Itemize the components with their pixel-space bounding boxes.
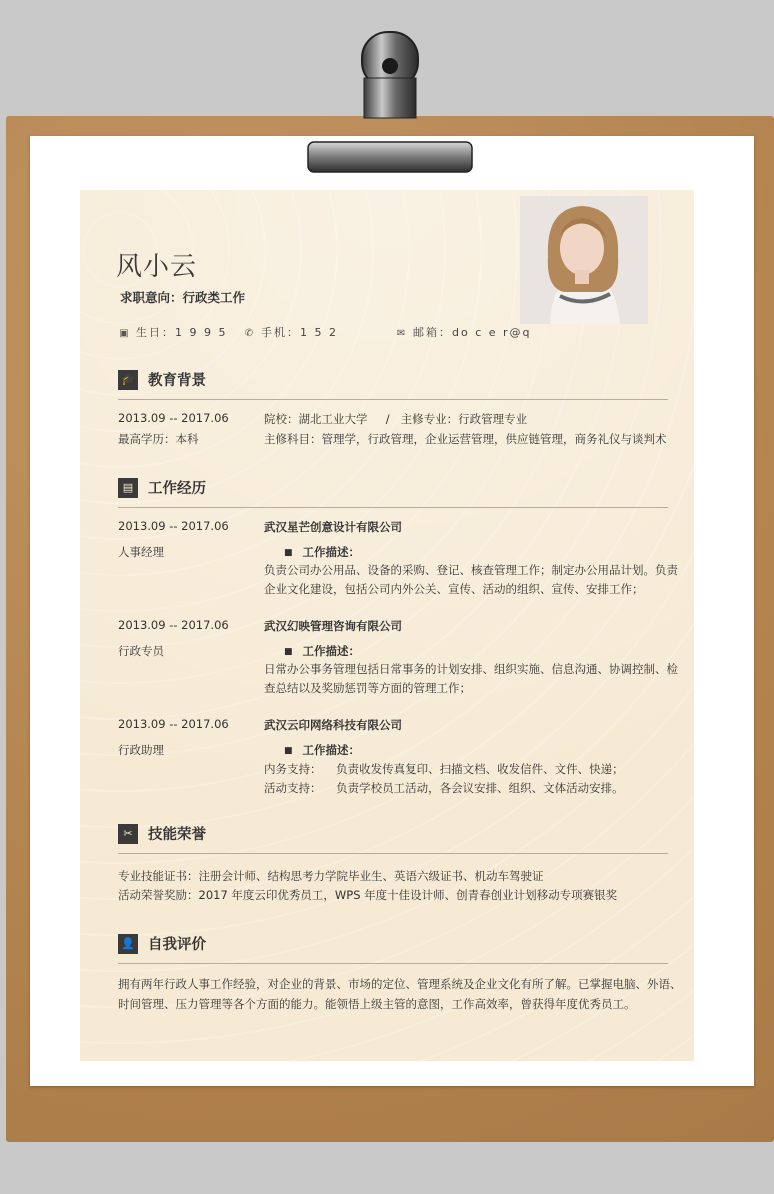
self-eval-line: 拥有两年行政人事工作经验，对企业的背景、市场的定位、管理系统及企业文化有所了解。已掌握电脑、外语、 (118, 977, 682, 991)
job-role: 行政助理 (118, 743, 164, 757)
calendar-icon: ▣ (119, 328, 129, 339)
education-period: 2013.09 -- 2017.06 (118, 411, 229, 425)
job-desc-line: 企业文化建设，包括公司内外公关、宣传、活动的组织、宣传、安排工作； (264, 582, 644, 596)
job-desc-line: 内务支持： 负责收发传真复印、扫描文档、收发信件、文件、快递； (264, 762, 624, 776)
skills-cert: 专业技能证书：注册会计师、结构思考力学院毕业生、英语六级证书、机动车驾驶证 (118, 869, 544, 883)
section-divider (118, 963, 668, 964)
job-intent: 求职意向：行政类工作 (120, 290, 246, 305)
section-title-skills: ✂ 技能荣誉 (118, 823, 206, 844)
job-desc-label: ■ 工作描述： (284, 643, 360, 659)
job-desc-line: 负责公司办公用品、设备的采购、登记、核查管理工作；制定办公用品计划。负责 (264, 563, 678, 577)
section-title-work: ▤ 工作经历 (118, 477, 206, 498)
candidate-name: 风小云 (116, 252, 198, 282)
briefcase-icon: ▤ (118, 478, 138, 498)
job-company: 武汉星芒创意设计有限公司 (264, 520, 402, 534)
job-period: 2013.09 -- 2017.06 (118, 717, 229, 731)
mail-icon: ✉ (396, 328, 406, 339)
job-desc-label: ■ 工作描述： (284, 742, 360, 758)
section-divider (118, 507, 668, 508)
section-title-self: 👤 自我评价 (118, 933, 206, 954)
job-desc-line: 活动支持： 负责学校员工活动，各会议安排、组织、文体活动安排。 (264, 781, 624, 795)
job-desc-line: 查总结以及奖励惩罚等方面的管理工作； (264, 681, 471, 695)
skills-award: 活动荣誉奖励：2017 年度云印优秀员工，WPS 年度十佳设计师、创青春创业计划移动专项赛银奖 (118, 888, 618, 902)
education-school: 院校：湖北工业大学 / 主修专业：行政管理专业 (264, 412, 528, 426)
job-period: 2013.09 -- 2017.06 (118, 618, 229, 632)
phone-icon: ✆ (244, 328, 254, 339)
section-title-education: 🎓 教育背景 (118, 369, 206, 390)
graduation-cap-icon: 🎓 (118, 370, 138, 390)
binder-clip-icon (358, 28, 422, 120)
job-company: 武汉幻映管理咨询有限公司 (264, 619, 402, 633)
job-period: 2013.09 -- 2017.06 (118, 519, 229, 533)
self-eval-line: 时间管理、压力管理等各个方面的能力。能领悟上级主管的意图，工作高效率，曾获得年度优秀员工。 (118, 997, 636, 1011)
person-icon: 👤 (118, 934, 138, 954)
section-divider (118, 853, 668, 854)
section-divider (118, 399, 668, 400)
birthday-info: ▣ 生日：1 9 9 5 (119, 326, 228, 339)
education-courses: 主修科目：管理学，行政管理，企业运营管理，供应链管理，商务礼仪与谈判术 (264, 432, 667, 446)
job-desc-line: 日常办公事务管理包括日常事务的计划安排、组织实施、信息沟通、协调控制、检 (264, 662, 678, 676)
education-degree: 最高学历：本科 (118, 432, 199, 446)
job-desc-label: ■ 工作描述： (284, 544, 360, 560)
email-info: ✉ 邮箱：do c e r@q (396, 326, 532, 339)
avatar (520, 196, 648, 324)
job-role: 人事经理 (118, 545, 164, 559)
job-company: 武汉云印网络科技有限公司 (264, 718, 402, 732)
tools-icon: ✂ (118, 824, 138, 844)
resume-sheet (80, 190, 694, 1061)
phone-info: ✆ 手机：1 5 2 (244, 326, 338, 339)
clip-base-icon (306, 140, 474, 174)
job-role: 行政专员 (118, 644, 164, 658)
